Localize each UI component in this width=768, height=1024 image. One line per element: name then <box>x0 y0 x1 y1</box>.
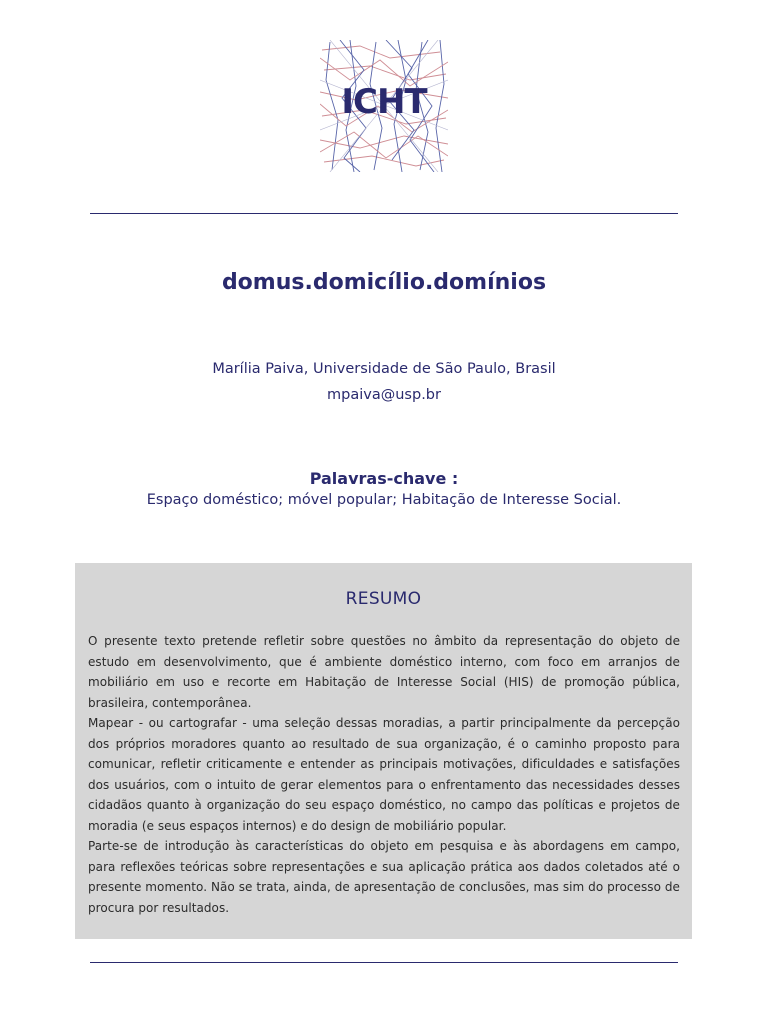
keywords-text: Espaço doméstico; móvel popular; Habitação de Interesse Social. <box>146 492 622 508</box>
paper-title: domus.domicílio.domínios <box>221 270 547 295</box>
abstract-box <box>75 563 692 939</box>
bottom-divider <box>90 962 678 963</box>
abstract-paragraph: O presente texto pretende refletir sobre questões no âmbito da representação do objeto de estudo em desenvolvimento, que é ambiente doméstico interno, com foco em arranjos de mobiliário em uso e recorte em Habitação de Interesse Social (HIS) de promoção pública, brasileira, contemporânea. <box>88 634 680 710</box>
abstract-body <box>88 631 680 918</box>
author-email: mpaiva@usp.br <box>327 387 441 403</box>
author-line: Marília Paiva, Universidade de São Paulo, Brasil <box>212 361 556 377</box>
abstract-paragraph: Parte-se de introdução às características do objeto em pesquisa e às abordagens em campo, para reflexões teóricas sobre representações e sua aplicação prática aos dados coletados até o presente momento. Não se trata, ainda, de apresentação de conclusões, mas sim do processo de procura por resultados. <box>88 839 680 915</box>
keywords-heading: Palavras-chave : <box>309 469 459 488</box>
logo-text: ICHT <box>341 82 427 122</box>
top-divider <box>90 213 678 214</box>
icht-logo <box>320 40 448 172</box>
abstract-heading: RESUMO <box>345 589 422 609</box>
abstract-paragraph: Mapear - ou cartografar - uma seleção dessas moradias, a partir principalmente da percepção dos próprios moradores quanto ao resultado de sua organização, é o caminho proposto para comunicar, refletir criticamente e entender as principais motivações, dificuldades e satisfações dos usuários, com o intuito de gerar elementos para o enfrentamento das necessidades desses cidadãos quanto à organização do seu espaço doméstico, no campo das políticas e projetos de moradia (e seus espaços internos) e do design de mobiliário popular. <box>88 716 680 833</box>
